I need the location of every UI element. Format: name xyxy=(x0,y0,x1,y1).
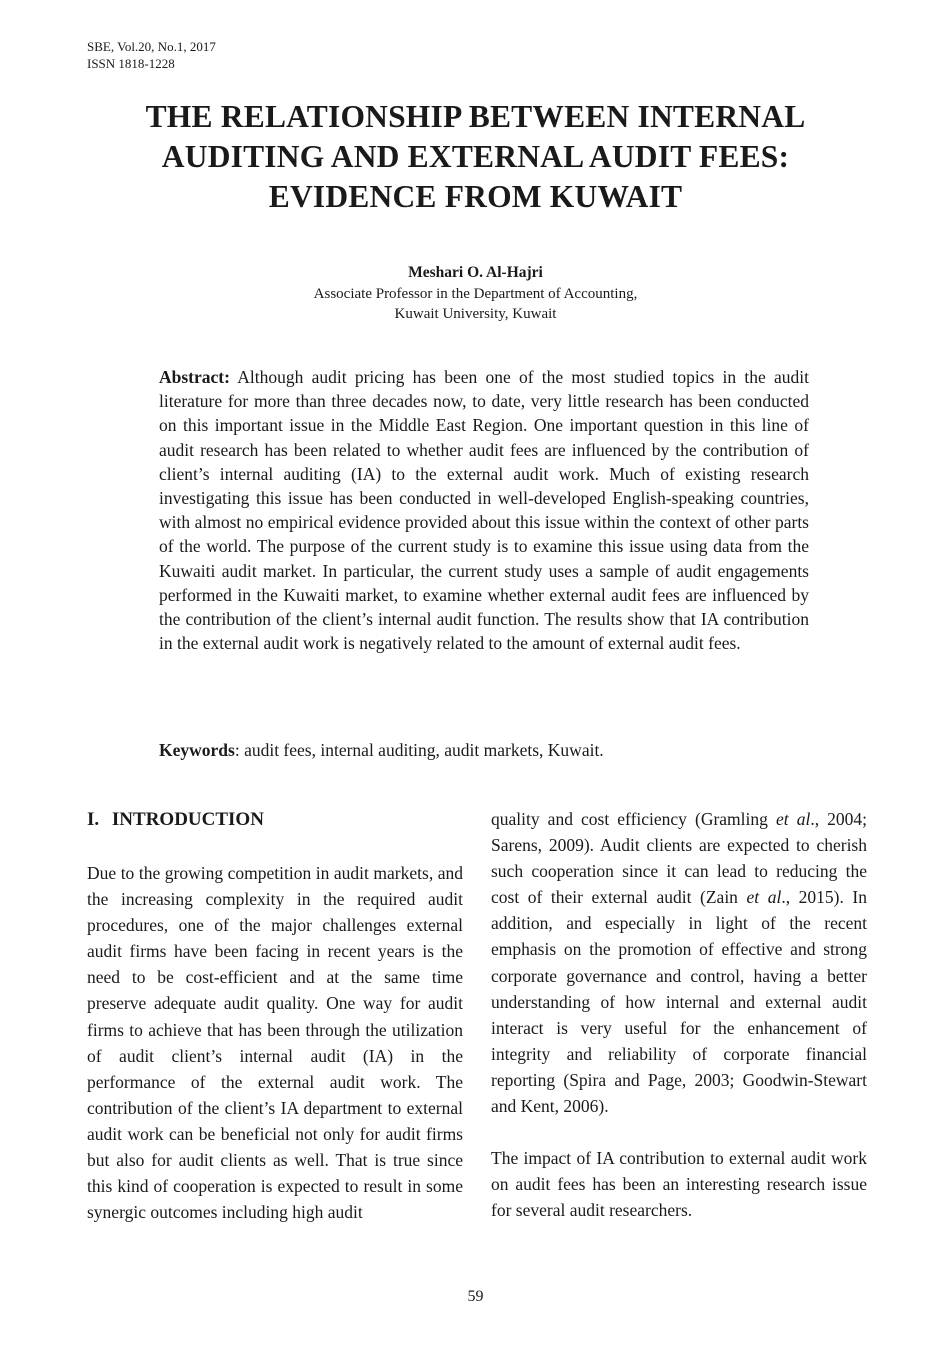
section-title: INTRODUCTION xyxy=(111,809,264,830)
p2-text-c: ., 2015). In addition, and especially in light of the recent emphasis on the promotion of effective and strong corporate governance and control, having a better understanding of how internal and external audit interact is very useful for the enhancement of integrity and reliability of corporate financial reporting (Spira and Page, 2003; Goodwin-Stewart and Kent, 2006). xyxy=(491,887,867,1117)
p2-etal-1: et al xyxy=(775,809,811,829)
title-line-2: AUDITING AND EXTERNAL AUDIT FEES: xyxy=(161,139,790,174)
abstract-label: Abstract: xyxy=(159,367,230,387)
abstract xyxy=(159,365,809,655)
keywords-text: : audit fees, internal auditing, audit markets, Kuwait. xyxy=(234,740,604,760)
author-block xyxy=(0,262,951,324)
author-name: Meshari O. Al-Hajri xyxy=(408,264,543,281)
right-column xyxy=(491,806,867,1223)
keywords xyxy=(159,738,809,762)
paragraph-spacer xyxy=(491,1119,867,1145)
intro-paragraph-2 xyxy=(491,806,867,1119)
title-line-1: THE RELATIONSHIP BETWEEN INTERNAL xyxy=(145,99,806,134)
title-line-3: EVIDENCE FROM KUWAIT xyxy=(268,179,683,214)
author-affiliation-1: Associate Professor in the Department of Accounting, xyxy=(313,286,638,302)
journal-citation: SBE, Vol.20, No.1, 2017 xyxy=(87,39,216,54)
intro-paragraph-1: Due to the growing competition in audit markets, and the increasing complexity in the required audit procedures, one of the major challenges external audit firms have been facing in recent years is the need to be cost-efficient and at the same time preserve adequate audit quality. One way for audit firms to achieve that has been through the utilization of audit client’s internal audit (IA) in the performance of the external audit work. The contribution of the client’s IA department to external audit work can be beneficial not only for audit firms but also for audit clients as well. That is true since this kind of cooperation is expected to result in some synergic outcomes including high audit xyxy=(87,863,463,1223)
left-column xyxy=(87,860,463,1225)
intro-paragraph-3: The impact of IA contribution to external audit work on audit fees has been an interesting research issue for several audit researchers. xyxy=(491,1148,867,1221)
p2-text-b: ., 2004; Sarens, 2009). Audit clients are expected to cherish such cooperation since it can lead to reducing the cost of their external audit (Zain xyxy=(491,809,868,908)
keywords-label: Keywords xyxy=(159,740,235,760)
page-number: 59 xyxy=(467,1288,484,1305)
author-affiliation-2: Kuwait University, Kuwait xyxy=(394,306,557,322)
journal-header xyxy=(87,38,216,72)
p2-text-a: quality and cost efficiency (Gramling xyxy=(491,809,776,829)
p2-etal-2: et al xyxy=(746,887,782,908)
section-number: I. xyxy=(87,809,100,830)
abstract-text: Although audit pricing has been one of the most studied topics in the audit literature for more than three decades now, to date, very little research has been conducted on this important issue in the Middle East Region. One important question in this line of audit research has been related to whether audit fees are influenced by the contribution of client’s internal auditing (IA) to the external audit work. Much of existing research investigating this issue has been conducted in well-developed English-speaking countries, with almost no empirical evidence provided about this issue within the context of other parts of the world. The purpose of the current study is to examine this issue using data from the Kuwaiti audit market. In particular, the current study uses a sample of audit engagements performed in the Kuwaiti market, to examine whether external audit fees are influenced by the contribution of the client’s internal audit function. The results show that IA contribution in the external audit work is negatively related to the amount of external audit fees. xyxy=(159,367,809,654)
section-heading-introduction xyxy=(87,808,264,832)
journal-issn: ISSN 1818-1228 xyxy=(87,56,175,71)
paper-title xyxy=(60,97,891,217)
